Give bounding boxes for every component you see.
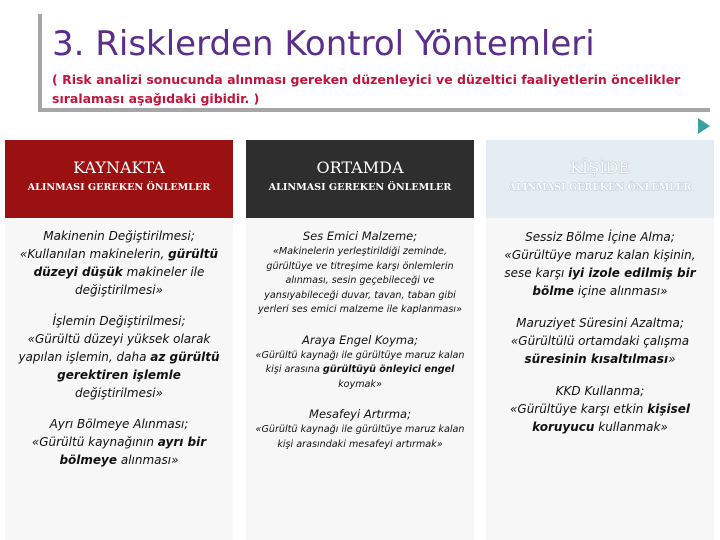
column-header	[5, 140, 233, 218]
column-header-subtitle: ALINMASI GEREKEN ÖNLEMLER	[268, 182, 452, 193]
description-text: koymak»	[338, 378, 382, 390]
column-header-title: KAYNAKTA	[73, 158, 165, 177]
column-header-subtitle: ALINMASI GEREKEN ÖNLEMLER	[508, 182, 692, 193]
emphasis-text: kişisel koruyucu	[532, 402, 690, 434]
measure-item	[254, 228, 466, 318]
column-header-subtitle: ALINMASI GEREKEN ÖNLEMLER	[27, 182, 211, 193]
emphasis-text: iyi izole edilmiş bir bölme	[532, 266, 696, 298]
measure-description	[494, 246, 706, 300]
description-text: alınması»	[117, 453, 179, 467]
description-text: «Gürültü kaynağı ile gürültüye maruz kalan kişi arasındaki mesafeyi artırmak»	[255, 424, 465, 450]
measure-description	[13, 330, 225, 402]
measure-title: KKD Kullanma;	[555, 384, 645, 398]
column-body	[486, 218, 714, 436]
description-text: değiştirilmesi»	[75, 386, 163, 400]
measure-item	[494, 382, 706, 436]
description-text: «Kullanılan makinelerin,	[19, 247, 169, 261]
emphasis-text: gürültüyü önleyici engel	[322, 364, 455, 375]
measure-item	[254, 332, 466, 393]
measure-title: Araya Engel Koyma;	[301, 332, 419, 347]
description-text: «Gürültüye maruz kalan kişinin, sese karşı	[504, 248, 696, 280]
description-text: içine alınması»	[574, 284, 668, 298]
description-text: «Gürültü düzeyi yüksek olarak yapılan işlemin, daha	[18, 332, 211, 364]
title-bracket-vertical	[38, 14, 42, 112]
measure-item	[13, 228, 225, 299]
measure-description	[494, 332, 706, 368]
measure-title: Makinenin Değiştirilmesi;	[43, 229, 195, 243]
description-text: «Gürültülü ortamdaki çalışma	[510, 334, 690, 348]
measure-description	[13, 433, 225, 469]
column-person-measures	[486, 140, 714, 540]
measure-description	[13, 245, 225, 299]
measure-description	[254, 245, 466, 318]
column-header-title: ORTAMDA	[316, 158, 404, 177]
measure-title: Mesafeyi Artırma;	[309, 407, 411, 421]
measure-title: Sessiz Bölme İçine Alma;	[525, 230, 675, 244]
emphasis-text: ayrı bir bölmeye	[59, 435, 207, 467]
measure-title: Maruziyet Süresini Azaltma;	[516, 316, 684, 330]
column-source-measures	[5, 140, 233, 540]
description-text: kullanmak»	[594, 420, 668, 434]
emphasis-text: gürültü düzeyi düşük	[33, 247, 219, 279]
column-body	[246, 218, 474, 452]
title-bracket-horizontal	[38, 108, 710, 112]
measure-item	[13, 416, 225, 469]
measure-title: Ses Emici Malzeme;	[302, 229, 418, 243]
slide-subtitle: ( Risk analizi sonucunda alınması gereken düzenleyici ve düzeltici faaliyetlerin öncelikler sıralaması aşağıdaki gibidir. )	[52, 72, 681, 106]
emphasis-text: az gürültü gerektiren işlemle	[57, 350, 220, 382]
slide-title: 3. Risklerden Kontrol Yöntemleri	[52, 24, 595, 64]
measure-item	[13, 313, 225, 402]
description-text: makineler ile değiştirilmesi»	[75, 265, 205, 297]
measure-title: Ayrı Bölmeye Alınması;	[49, 417, 189, 431]
arrow-icon	[698, 118, 710, 134]
measure-title: İşlemin Değiştirilmesi;	[52, 314, 186, 328]
description-text: »	[668, 352, 676, 366]
measure-item	[254, 406, 466, 452]
column-header	[486, 140, 714, 218]
description-text: «Gürültü kaynağının	[31, 435, 158, 449]
measure-description	[494, 400, 706, 436]
emphasis-text: süresinin kısaltılması	[524, 352, 669, 366]
column-header	[246, 140, 474, 218]
column-header-title: KİŞİDE	[569, 158, 631, 177]
description-text: «Makinelerin yerleştirildiği zeminde, gürültüye ve titreşime karşı önlemlerin alınması, sesin geçebileceği ve yansıyabileceği duvar, tavan, taban gibi yerleri ses emici malzeme ile kaplanması»	[258, 246, 462, 315]
column-body	[5, 218, 233, 469]
measure-item	[494, 314, 706, 368]
measure-description	[254, 349, 466, 393]
description-text: «Gürültü kaynağı ile gürültüye maruz kalan kişi arasına	[255, 349, 465, 375]
measure-description	[254, 423, 466, 452]
description-text: «Gürültüye karşı etkin	[510, 402, 648, 416]
measure-item	[494, 228, 706, 300]
column-environment-measures	[246, 140, 474, 540]
